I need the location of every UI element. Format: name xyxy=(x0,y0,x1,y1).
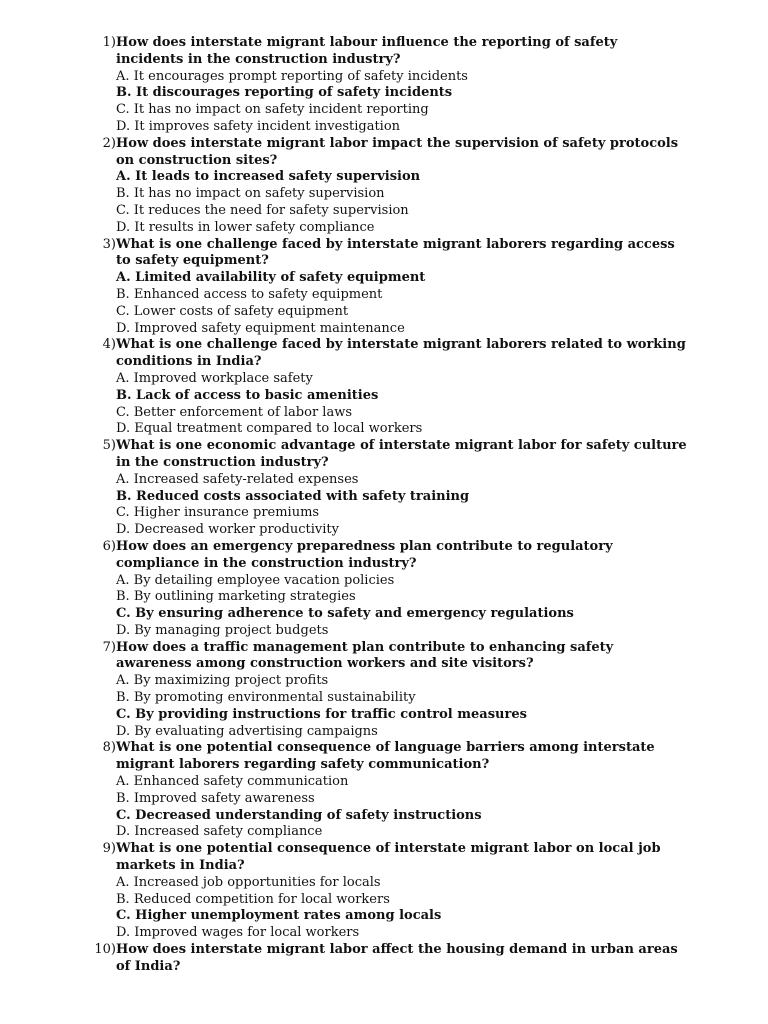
question-text: How does interstate migrant labor affect the housing demand in urban areas of India? xyxy=(116,942,678,974)
question-list xyxy=(88,35,688,976)
answer-option: C. It reduces the need for safety supervision xyxy=(116,202,409,218)
question-number: 4) xyxy=(102,337,116,353)
answer-option: D. Decreased worker productivity xyxy=(116,522,339,538)
question-number: 2) xyxy=(102,135,116,151)
question-number: 7) xyxy=(102,639,116,655)
question-number: 5) xyxy=(102,438,116,454)
question-body xyxy=(116,640,688,741)
answer-option-correct: C. Higher unemployment rates among locals xyxy=(116,908,442,924)
answer-option: C. Higher insurance premiums xyxy=(116,505,320,521)
answer-option-correct: B. It discourages reporting of safety incidents xyxy=(116,85,453,101)
question-number: 3) xyxy=(102,236,116,252)
question-body xyxy=(116,237,688,338)
question-item xyxy=(88,237,688,338)
answer-option: B. By outlining marketing strategies xyxy=(116,589,356,605)
question-body xyxy=(116,942,688,976)
answer-option: C. Lower costs of safety equipment xyxy=(116,303,349,319)
answer-option: D. By managing project budgets xyxy=(116,622,329,638)
question-item xyxy=(88,136,688,237)
answer-option: B. By promoting environmental sustainability xyxy=(116,690,416,706)
question-text: What is one economic advantage of interstate migrant labor for safety culture in the construction industry? xyxy=(116,438,687,470)
answer-option: D. Equal treatment compared to local workers xyxy=(116,421,423,437)
question-text: What is one potential consequence of interstate migrant labor on local job markets in India? xyxy=(116,841,661,874)
answer-option: D. It results in lower safety compliance xyxy=(116,219,375,235)
answer-option: B. It has no impact on safety supervision xyxy=(116,186,385,202)
answer-option: A. Increased job opportunities for locals xyxy=(116,874,381,890)
question-item xyxy=(88,942,688,976)
question-number: 8) xyxy=(102,740,116,756)
question-body xyxy=(116,841,688,942)
answer-option: A. Increased safety-related expenses xyxy=(116,471,359,487)
answer-option-correct: B. Lack of access to basic amenities xyxy=(116,387,379,403)
answer-option: C. It has no impact on safety incident reporting xyxy=(116,102,429,118)
question-number: 1) xyxy=(102,35,116,50)
question-body xyxy=(116,539,688,640)
answer-option: D. Improved wages for local workers xyxy=(116,925,360,941)
answer-option: D. Increased safety compliance xyxy=(116,824,323,840)
question-number: 10) xyxy=(94,942,116,958)
answer-option-correct: A. It leads to increased safety supervision xyxy=(116,169,421,185)
question-body xyxy=(116,136,688,237)
answer-option: A. By detailing employee vacation policies xyxy=(116,572,395,588)
question-item xyxy=(88,640,688,741)
question-item xyxy=(88,337,688,438)
question-item xyxy=(88,539,688,640)
question-body xyxy=(116,35,688,136)
answer-option-correct: B. Reduced costs associated with safety training xyxy=(116,488,470,504)
question-text: How does interstate migrant labour influence the reporting of safety incidents in the construction industry? xyxy=(116,35,618,67)
answer-option: A. By maximizing project profits xyxy=(116,673,329,689)
question-text: What is one challenge faced by interstate migrant laborers related to working conditions in India? xyxy=(116,337,686,370)
answer-option: D. Improved safety equipment maintenance xyxy=(116,320,405,336)
answer-option: A. Enhanced safety communication xyxy=(116,774,349,790)
question-item xyxy=(88,35,688,136)
answer-option: B. Reduced competition for local workers xyxy=(116,891,390,907)
question-text: How does a traffic management plan contribute to enhancing safety awareness among construction workers and site visitors? xyxy=(116,639,614,672)
answer-option: B. Enhanced access to safety equipment xyxy=(116,286,383,302)
answer-option: A. It encourages prompt reporting of safety incidents xyxy=(116,68,468,84)
question-text: What is one challenge faced by interstate migrant laborers regarding access to safety equipment? xyxy=(116,236,675,269)
question-item xyxy=(88,841,688,942)
answer-option-correct: C. By providing instructions for traffic control measures xyxy=(116,706,527,722)
answer-option-correct: C. Decreased understanding of safety instructions xyxy=(116,807,482,823)
answer-option-correct: A. Limited availability of safety equipment xyxy=(116,270,426,286)
question-number: 9) xyxy=(102,841,116,857)
question-text: How does an emergency preparedness plan contribute to regulatory compliance in the construction industry? xyxy=(116,538,613,571)
answer-option: C. Better enforcement of labor laws xyxy=(116,404,353,420)
answer-option-correct: C. By ensuring adherence to safety and emergency regulations xyxy=(116,606,574,622)
question-text: How does interstate migrant labor impact the supervision of safety protocols on construction sites? xyxy=(116,135,679,168)
question-number: 6) xyxy=(102,538,116,554)
question-body xyxy=(116,740,688,841)
question-item xyxy=(88,438,688,539)
question-body xyxy=(116,337,688,438)
question-body xyxy=(116,438,688,539)
question-text: What is one potential consequence of language barriers among interstate migrant laborers regarding safety communication? xyxy=(116,740,655,773)
answer-option: D. By evaluating advertising campaigns xyxy=(116,723,378,739)
answer-option: B. Improved safety awareness xyxy=(116,790,315,806)
answer-option: D. It improves safety incident investigation xyxy=(116,118,401,134)
answer-option: A. Improved workplace safety xyxy=(116,370,313,386)
question-item xyxy=(88,740,688,841)
